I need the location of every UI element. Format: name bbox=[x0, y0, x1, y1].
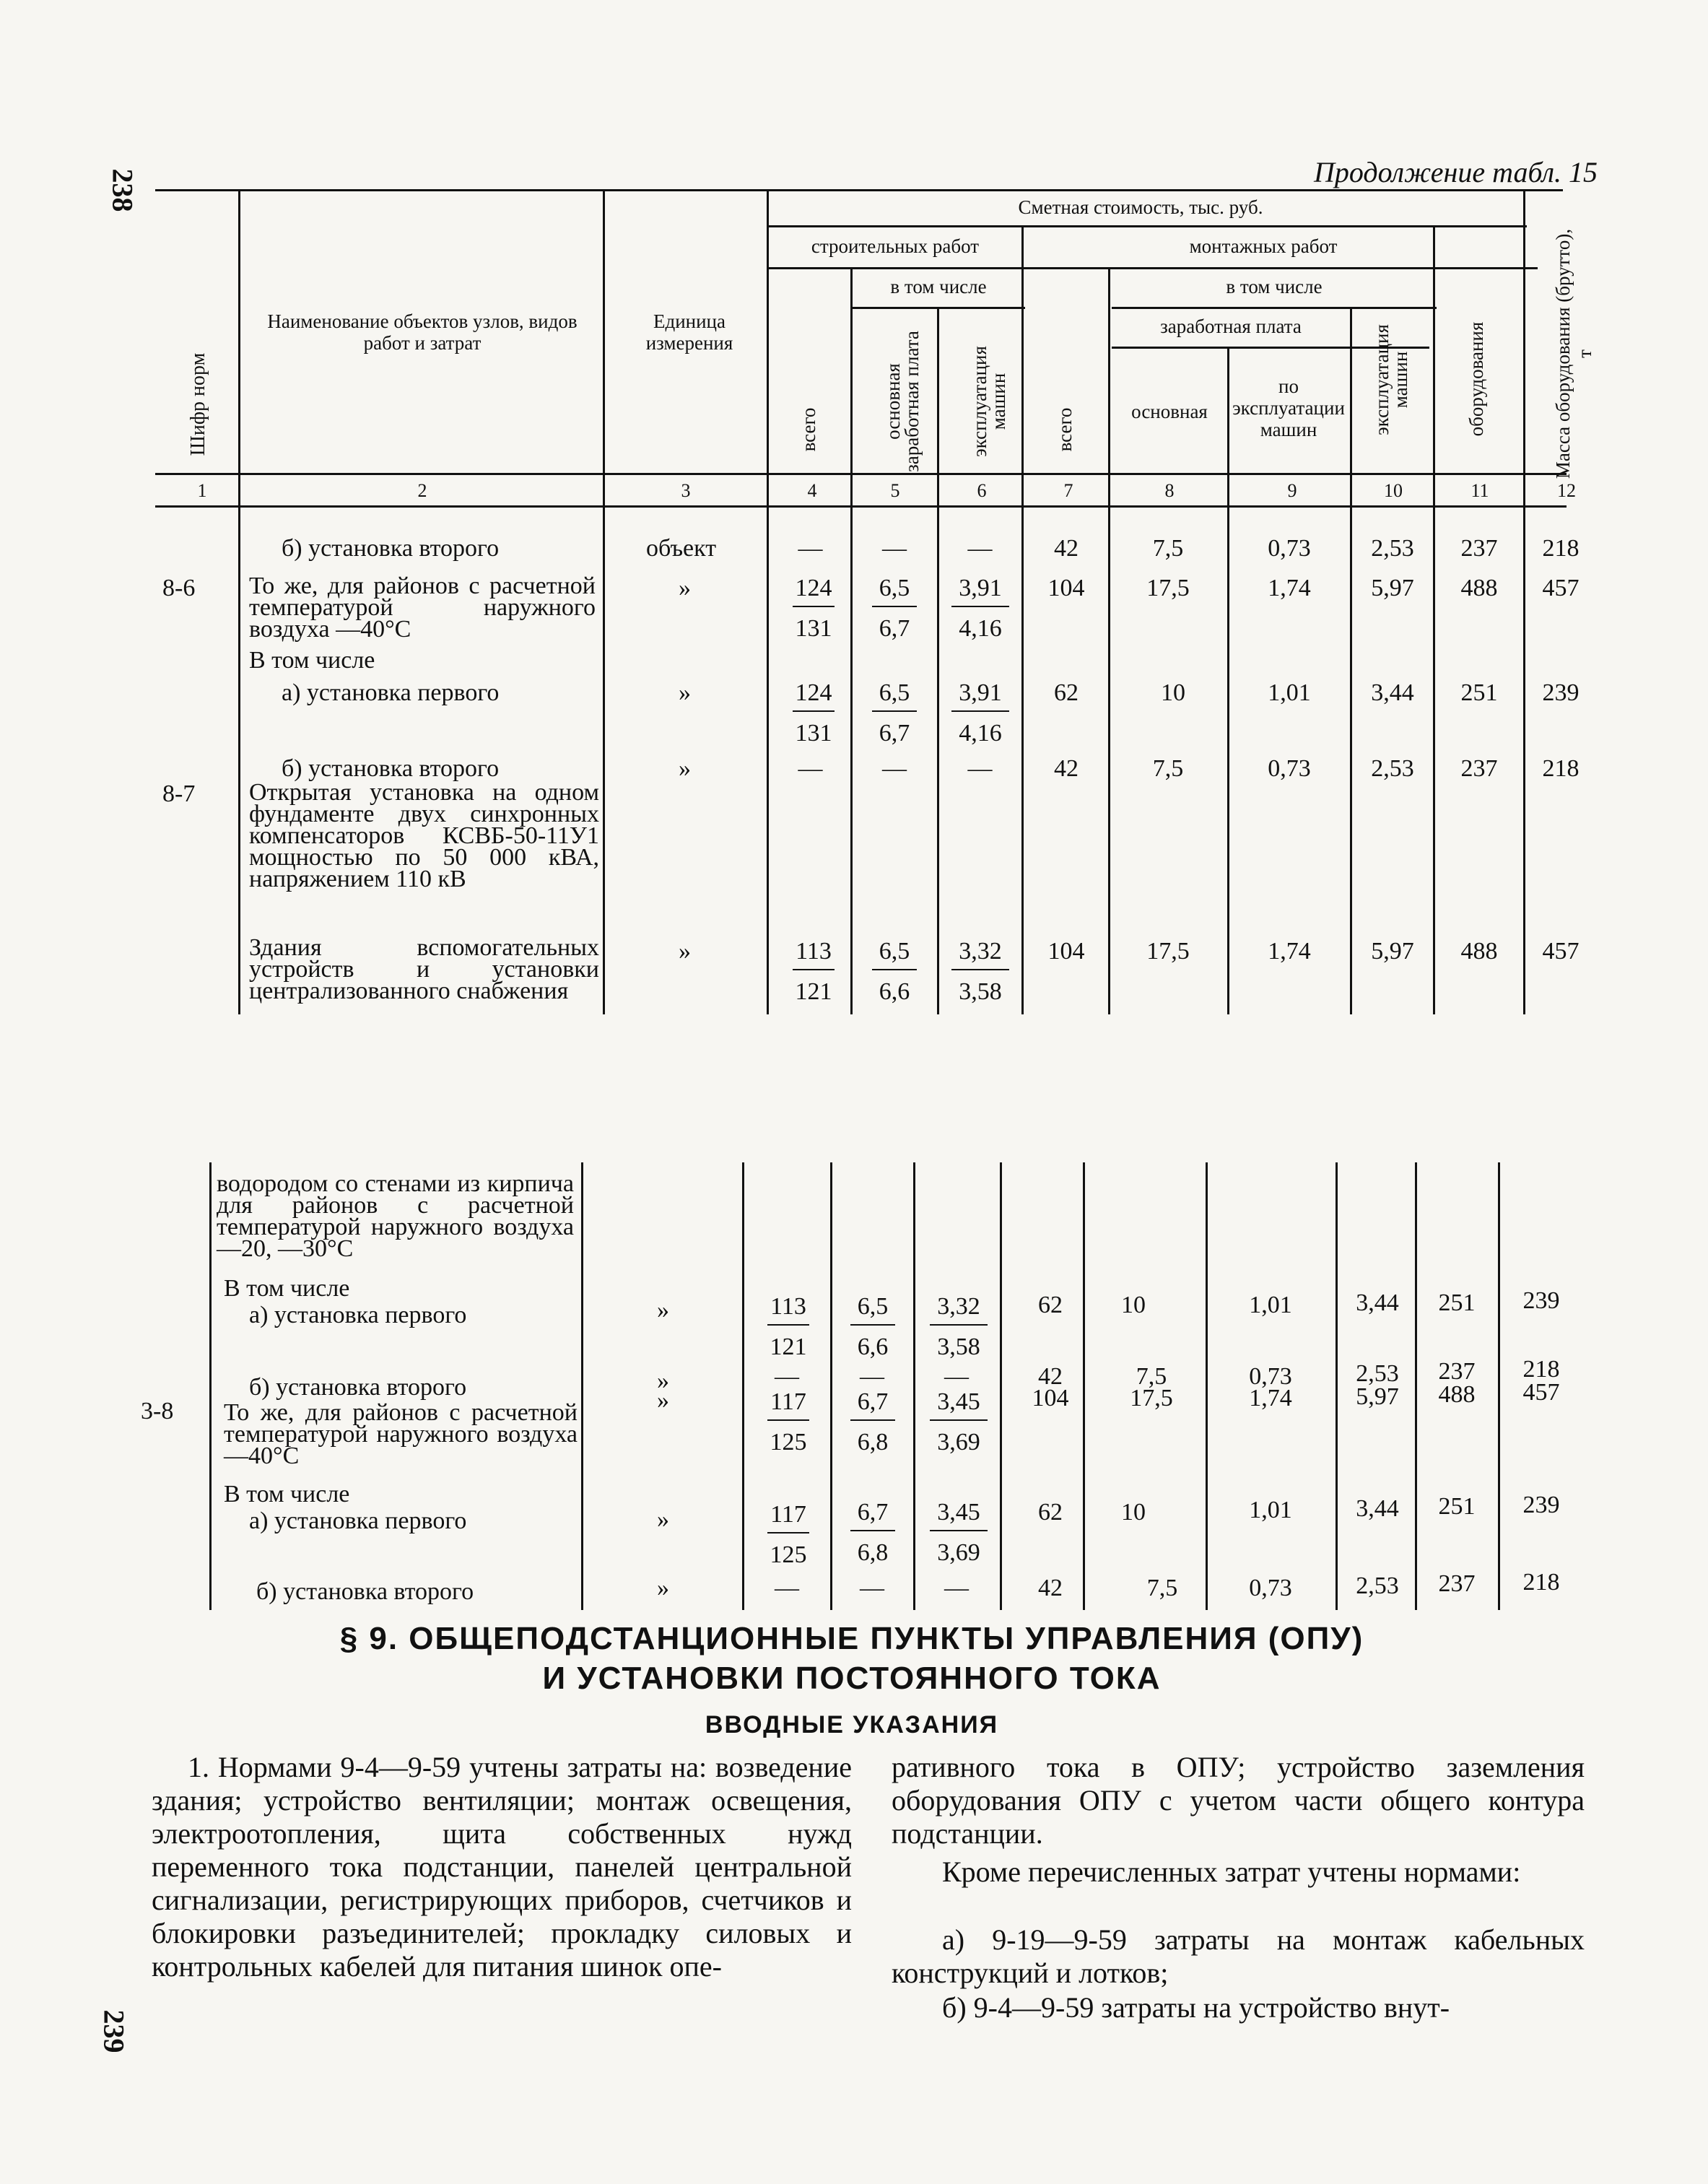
cell-c11: 488 bbox=[1460, 575, 1498, 601]
cell-c9: 1,01 bbox=[1249, 1292, 1292, 1318]
header-including: в том числе bbox=[890, 276, 987, 297]
col-number: 1 bbox=[197, 480, 207, 501]
cell-c9: 1,74 bbox=[1268, 938, 1311, 965]
row-unit: » bbox=[679, 679, 691, 706]
cell-c11: 488 bbox=[1438, 1381, 1476, 1408]
header-machine-operation: эксплуатация машин bbox=[969, 346, 1009, 457]
row-code: 3-8 bbox=[141, 1398, 174, 1424]
cell-c8: 7,5 bbox=[1152, 755, 1184, 782]
cell-c6-frac: $\frac{3,45}{3,69}$ bbox=[930, 1388, 988, 1457]
cell-c12: 218 bbox=[1542, 535, 1580, 562]
cell-c4-frac: $\frac{124}{131}$ bbox=[793, 574, 835, 643]
page-number-top: 238 bbox=[106, 168, 139, 212]
row-name: б) установка второго bbox=[249, 1374, 467, 1401]
header-equipment: оборудования bbox=[1465, 321, 1487, 437]
cell-c9: 1,74 bbox=[1249, 1385, 1292, 1411]
row-unit: » bbox=[679, 755, 691, 782]
cell-c4-frac: $\frac{113}{121}$ bbox=[767, 1292, 809, 1362]
header-machine-salary: по эксплуатации машин bbox=[1232, 375, 1345, 440]
cell-c10: 5,97 bbox=[1371, 938, 1414, 965]
row-subheading: В том числе bbox=[224, 1481, 350, 1508]
header-assembly: монтажных работ bbox=[1189, 235, 1338, 257]
header-basic: основная bbox=[1131, 401, 1208, 422]
row-code: 8-7 bbox=[162, 780, 196, 807]
cell-c7: 62 bbox=[1038, 1292, 1063, 1318]
header-including2: в том числе bbox=[1226, 276, 1323, 297]
page-number-bottom: 239 bbox=[97, 2009, 131, 2053]
cell-c4-frac: $\frac{124}{131}$ bbox=[793, 679, 835, 748]
header-name: Наименование объектов узлов, видов работ и затрат bbox=[267, 310, 578, 354]
cell-c12: 457 bbox=[1542, 575, 1580, 601]
cell-c9: 1,01 bbox=[1268, 679, 1311, 706]
cell-c11: 251 bbox=[1460, 679, 1498, 706]
row-name: Открытая установка на одном фундаменте двух синхронных компенсаторов КСВБ-50-11У1 мощностью по 50 000 кВА, напряжением 110 кВ bbox=[249, 779, 599, 892]
cell-c10: 3,44 bbox=[1356, 1495, 1399, 1522]
cell-c10: 2,53 bbox=[1356, 1360, 1399, 1387]
cell-c4: — bbox=[798, 535, 823, 562]
cell-c8: 7,5 bbox=[1152, 535, 1184, 562]
cell-c9: 0,73 bbox=[1268, 535, 1311, 562]
cell-c5-frac: $\frac{6,5}{6,6}$ bbox=[850, 1292, 895, 1362]
cell-c4-frac: $\frac{117}{125}$ bbox=[767, 1388, 809, 1457]
cell-c11: 488 bbox=[1460, 938, 1498, 965]
row-name: б) установка второго bbox=[282, 535, 500, 562]
cell-c7: 42 bbox=[1038, 1575, 1063, 1601]
cell-c9: 1,01 bbox=[1249, 1497, 1292, 1523]
cell-c7: 42 bbox=[1038, 1363, 1063, 1390]
row-name: а) установка первого bbox=[249, 1302, 467, 1328]
cell-c12: 457 bbox=[1522, 1379, 1560, 1406]
cell-c5-frac: $\frac{6,5}{6,7}$ bbox=[872, 679, 917, 748]
row-subheading: В том числе bbox=[249, 647, 375, 674]
cell-c6-frac: $\frac{3,32}{3,58}$ bbox=[951, 937, 1009, 1006]
col-number: 11 bbox=[1470, 480, 1489, 501]
cell-c4: — bbox=[775, 1575, 799, 1601]
cell-c5-frac: $\frac{6,5}{6,7}$ bbox=[872, 574, 917, 643]
cell-c8: 7,5 bbox=[1146, 1575, 1178, 1601]
cell-c9: 0,73 bbox=[1249, 1363, 1292, 1390]
cell-c4-frac: $\frac{113}{121}$ bbox=[793, 937, 835, 1006]
cell-c12: 239 bbox=[1542, 679, 1580, 706]
cell-c8: 17,5 bbox=[1146, 938, 1190, 965]
header-total2: всего bbox=[1054, 407, 1076, 452]
col-number: 9 bbox=[1287, 480, 1297, 501]
cell-c6: — bbox=[944, 1363, 969, 1390]
section-subtitle: ВВОДНЫЕ УКАЗАНИЯ bbox=[705, 1711, 999, 1739]
cell-c6-frac: $\frac{3,91}{4,16}$ bbox=[951, 574, 1009, 643]
cell-c10: 3,44 bbox=[1356, 1289, 1399, 1316]
row-name: б) установка второго bbox=[256, 1578, 474, 1605]
header-mass: Масса оборудования (брутто), т bbox=[1552, 228, 1595, 479]
col-number: 2 bbox=[417, 480, 427, 501]
cell-c6-frac: $\frac{3,32}{3,58}$ bbox=[930, 1292, 988, 1362]
cell-c10: 5,97 bbox=[1371, 575, 1414, 601]
col-number: 3 bbox=[681, 480, 691, 501]
cell-c5: — bbox=[882, 535, 907, 562]
row-name: То же, для районов с расчетной температурой наружного воздуха —40°С bbox=[224, 1399, 578, 1469]
cell-c12: 239 bbox=[1522, 1492, 1560, 1518]
col-number: 10 bbox=[1384, 480, 1403, 501]
row-subheading: В том числе bbox=[224, 1275, 350, 1302]
cell-c7: 104 bbox=[1047, 938, 1085, 965]
cell-c9: 0,73 bbox=[1249, 1575, 1292, 1601]
cell-c4: — bbox=[798, 755, 823, 782]
cell-c8: 7,5 bbox=[1136, 1363, 1167, 1390]
cell-c9: 1,74 bbox=[1268, 575, 1311, 601]
col2-paragraph: а) 9-19—9-59 затраты на монтаж кабельных конструкций и лотков; bbox=[892, 1923, 1585, 1989]
row-name: а) установка первого bbox=[249, 1508, 467, 1534]
cell-c4-frac: $\frac{117}{125}$ bbox=[767, 1500, 809, 1570]
header-total: всего bbox=[798, 407, 819, 452]
row-name: водородом со стенами из кирпича для районов с расчетной температурой наружного воздуха —20, —30°С bbox=[217, 1170, 574, 1262]
cell-c12: 218 bbox=[1522, 1356, 1560, 1383]
cell-c6: — bbox=[967, 755, 993, 782]
cell-c6: — bbox=[967, 535, 993, 562]
section-col1: 1. Нормами 9-4—9-59 учтены затраты на: возведение здания; устройство вентиляции; монтаж освещения, электроотопления, щита собственных нужд переменного тока подстанции, панелей центральной сигнализации, регистрирующих приборов, счетчиков и блокировки разъединителей; прокладку силовых и контрольных кабелей для питания шинок опе- bbox=[152, 1751, 852, 1983]
cell-c11: 251 bbox=[1438, 1493, 1476, 1520]
header-cost: Сметная стоимость, тыс. руб. bbox=[1018, 196, 1263, 218]
col-number: 5 bbox=[890, 480, 900, 501]
cell-c6-frac: $\frac{3,45}{3,69}$ bbox=[930, 1498, 988, 1567]
cell-c5: — bbox=[860, 1363, 884, 1390]
cell-c8: 17,5 bbox=[1130, 1385, 1173, 1411]
cell-c12: 239 bbox=[1522, 1287, 1560, 1314]
cell-c7: 42 bbox=[1054, 535, 1079, 562]
cell-c10: 5,97 bbox=[1356, 1383, 1399, 1410]
cell-c8: 17,5 bbox=[1146, 575, 1190, 601]
cell-c6: — bbox=[944, 1575, 969, 1601]
row-code: 8-6 bbox=[162, 575, 196, 601]
cell-c8: 10 bbox=[1121, 1499, 1146, 1526]
cell-c4: — bbox=[775, 1363, 799, 1390]
cell-c10: 3,44 bbox=[1371, 679, 1414, 706]
header-basic-salary: основная заработная плата bbox=[882, 331, 923, 472]
cell-c7: 42 bbox=[1054, 755, 1079, 782]
section-title-line1: § 9. ОБЩЕПОДСТАНЦИОННЫЕ ПУНКТЫ УПРАВЛЕНИЯ (ОПУ) bbox=[339, 1621, 1364, 1656]
continuation-label: Продолжение табл. 15 bbox=[1314, 156, 1598, 188]
row-unit: » bbox=[657, 1506, 669, 1533]
cell-c5: — bbox=[882, 755, 907, 782]
row-unit: » bbox=[657, 1297, 669, 1323]
col-number: 8 bbox=[1164, 480, 1175, 501]
cell-c7: 104 bbox=[1047, 575, 1085, 601]
col-number: 4 bbox=[807, 480, 817, 501]
cell-c11: 237 bbox=[1460, 755, 1498, 782]
row-unit: » bbox=[679, 575, 691, 601]
cell-c12: 218 bbox=[1542, 755, 1580, 782]
cell-c11: 237 bbox=[1438, 1570, 1476, 1597]
cell-c7: 104 bbox=[1032, 1385, 1069, 1411]
cell-c7: 62 bbox=[1038, 1499, 1063, 1526]
cell-c12: 457 bbox=[1542, 938, 1580, 965]
row-name: То же, для районов с расчетной температурой наружного воздуха —40°С bbox=[249, 573, 596, 643]
cell-c8: 10 bbox=[1121, 1292, 1146, 1318]
col-number: 12 bbox=[1557, 480, 1576, 501]
cell-c5: — bbox=[860, 1575, 884, 1601]
cell-c5-frac: $\frac{6,5}{6,6}$ bbox=[872, 937, 917, 1006]
cell-c8: 10 bbox=[1161, 679, 1185, 706]
row-unit: » bbox=[657, 1387, 669, 1414]
section-title-line2: И УСТАНОВКИ ПОСТОЯННОГО ТОКА bbox=[542, 1661, 1162, 1696]
cell-c6-frac: $\frac{3,91}{4,16}$ bbox=[951, 679, 1009, 748]
row-unit: » bbox=[679, 938, 691, 965]
header-code: Шифр норм bbox=[187, 352, 209, 456]
col-number: 6 bbox=[977, 480, 987, 501]
header-machine-operation2: эксплуатация машин bbox=[1371, 324, 1411, 435]
row-unit: » bbox=[657, 1367, 669, 1394]
row-unit: » bbox=[657, 1575, 669, 1601]
cell-c11: 237 bbox=[1438, 1358, 1476, 1385]
cell-c10: 2,53 bbox=[1371, 755, 1414, 782]
header-salary: заработная плата bbox=[1160, 316, 1302, 337]
col2-paragraph: ративного тока в ОПУ; устройство заземления оборудования ОПУ с учетом части общего контура подстанции. bbox=[892, 1751, 1585, 1850]
row-name: б) установка второго bbox=[282, 755, 500, 782]
col-number: 7 bbox=[1063, 480, 1073, 501]
row-name: а) установка первого bbox=[282, 679, 500, 706]
header-unit: Единица измерения bbox=[645, 310, 733, 354]
header-construction: строительных работ bbox=[811, 235, 980, 257]
cell-c11: 237 bbox=[1460, 535, 1498, 562]
col2-paragraph: Кроме перечисленных затрат учтены нормами: bbox=[942, 1855, 1521, 1888]
row-unit: объект bbox=[646, 535, 717, 562]
cell-c10: 2,53 bbox=[1356, 1572, 1399, 1599]
cell-c5-frac: $\frac{6,7}{6,8}$ bbox=[850, 1388, 895, 1457]
row-name: Здания вспомогательных устройств и установки централизованного снабжения bbox=[249, 934, 599, 1004]
cell-c9: 0,73 bbox=[1268, 755, 1311, 782]
cell-c11: 251 bbox=[1438, 1289, 1476, 1316]
cell-c10: 2,53 bbox=[1371, 535, 1414, 562]
cell-c5-frac: $\frac{6,7}{6,8}$ bbox=[850, 1498, 895, 1567]
col2-paragraph: б) 9-4—9-59 затраты на устройство внут- bbox=[942, 1991, 1450, 2024]
cell-c7: 62 bbox=[1054, 679, 1079, 706]
cell-c12: 218 bbox=[1522, 1569, 1560, 1596]
